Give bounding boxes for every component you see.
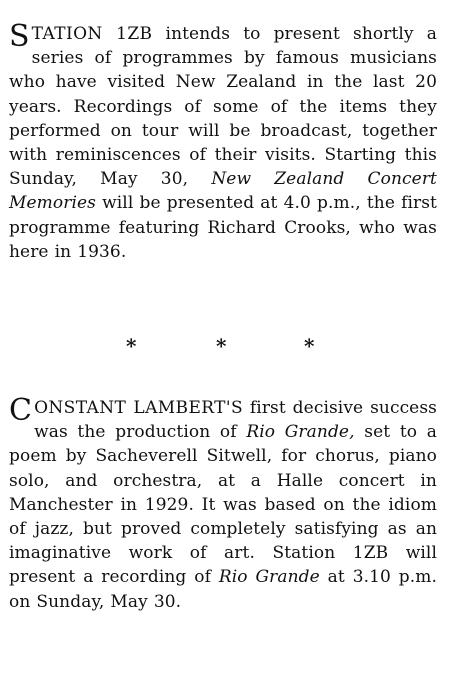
separator-asterisk: * <box>216 334 227 358</box>
article-text: at 3.10 p.m. on Sunday, May 30. <box>9 567 438 612</box>
separator-asterisk: * <box>126 334 137 358</box>
work-title: Rio Grande <box>218 567 320 588</box>
article-station-1zb-concert-memories <box>9 19 437 264</box>
article-lead: ONSTANT LAMBERT'S <box>34 398 244 418</box>
section-separator <box>0 336 449 366</box>
separator-asterisk: * <box>304 334 315 358</box>
drop-cap: S <box>9 19 30 54</box>
article-text: will be presented at 4.0 p.m., the first programme featuring Richard Crooks, who was here in 1936. <box>9 193 437 262</box>
article-text: first decisive success was the production of <box>34 398 437 443</box>
work-title: Rio Grande, <box>246 422 355 443</box>
drop-cap: C <box>9 393 33 428</box>
article-constant-lambert-rio-grande <box>9 393 438 614</box>
article-lead: TATION 1ZB <box>31 24 153 44</box>
programme-title: New Zealand Concert Memories <box>9 169 437 214</box>
article-text: set to a poem by Sacheverell Sitwell, for chorus, piano solo, and orchestra, at a Halle concert in Manchester in 1929. It was based on the idiom of jazz, but proved completely satisfying as an imaginative work of art. Station 1ZB will present a recording of <box>9 422 437 588</box>
article-text: intends to present shortly a series of programmes by famous musicians who have visited New Zealand in the last 20 years. Recordings of some of the items they performed on tour will be broadcast, together with reminiscences of their visits. Starting this Sunday, May 30, <box>9 24 437 190</box>
